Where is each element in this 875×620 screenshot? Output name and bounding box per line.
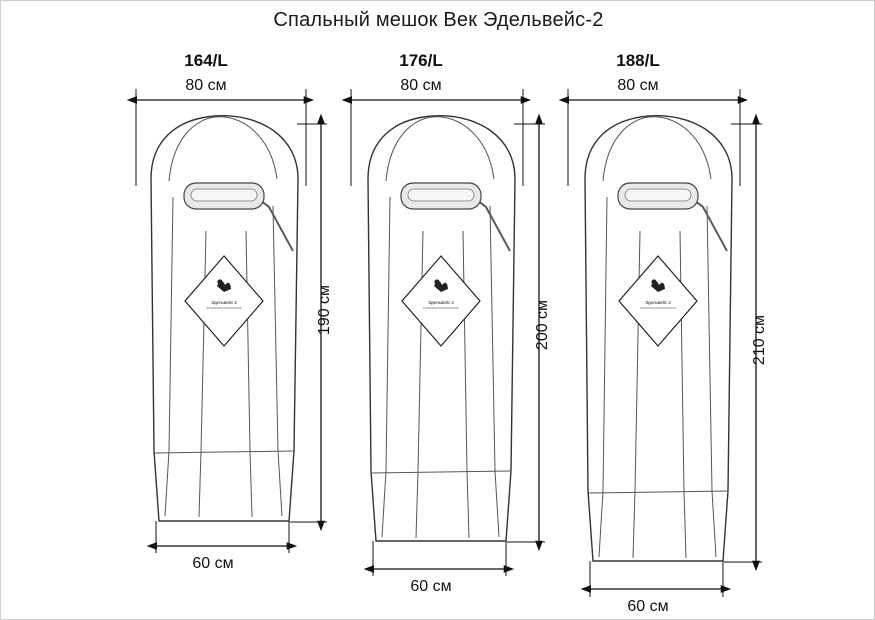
- page-title: Спальный мешок Век Эдельвейс-2: [273, 9, 604, 31]
- bottom-width-label-1: 60 см: [192, 555, 234, 572]
- sleeping-bag-figure-3: [585, 116, 732, 561]
- bag-hood-inner-2: [408, 189, 474, 201]
- sleeping-bag-figure-2: [368, 116, 515, 541]
- top-width-label-2: 80 см: [400, 77, 442, 94]
- bag-logo-text-1: Эдельвейс 2: [211, 300, 237, 305]
- dimension-bottom-width-3: [590, 561, 723, 597]
- height-label-3: 210 см: [751, 314, 768, 366]
- model-label-2: 176/L: [399, 51, 443, 70]
- top-width-label-1: 80 см: [185, 77, 227, 94]
- bottom-width-label-3: 60 см: [627, 598, 669, 615]
- height-label-2: 200 см: [534, 299, 551, 351]
- bag-logo-text-2: Эдельвейс 2: [428, 300, 454, 305]
- bottom-width-label-2: 60 см: [410, 578, 452, 595]
- bag-logo-text-3: Эдельвейс 2: [645, 300, 671, 305]
- height-label-1: 190 см: [316, 284, 333, 336]
- sleeping-bag-figure-1: [151, 116, 298, 521]
- top-width-label-3: 80 см: [617, 77, 659, 94]
- bag-hood-inner-1: [191, 189, 257, 201]
- diagram-canvas: [1, 1, 875, 620]
- dimension-bottom-width-2: [373, 541, 506, 576]
- model-label-1: 164/L: [184, 51, 228, 70]
- dimension-bottom-width-1: [156, 521, 289, 553]
- bag-hood-inner-3: [625, 189, 691, 201]
- model-label-3: 188/L: [616, 51, 660, 70]
